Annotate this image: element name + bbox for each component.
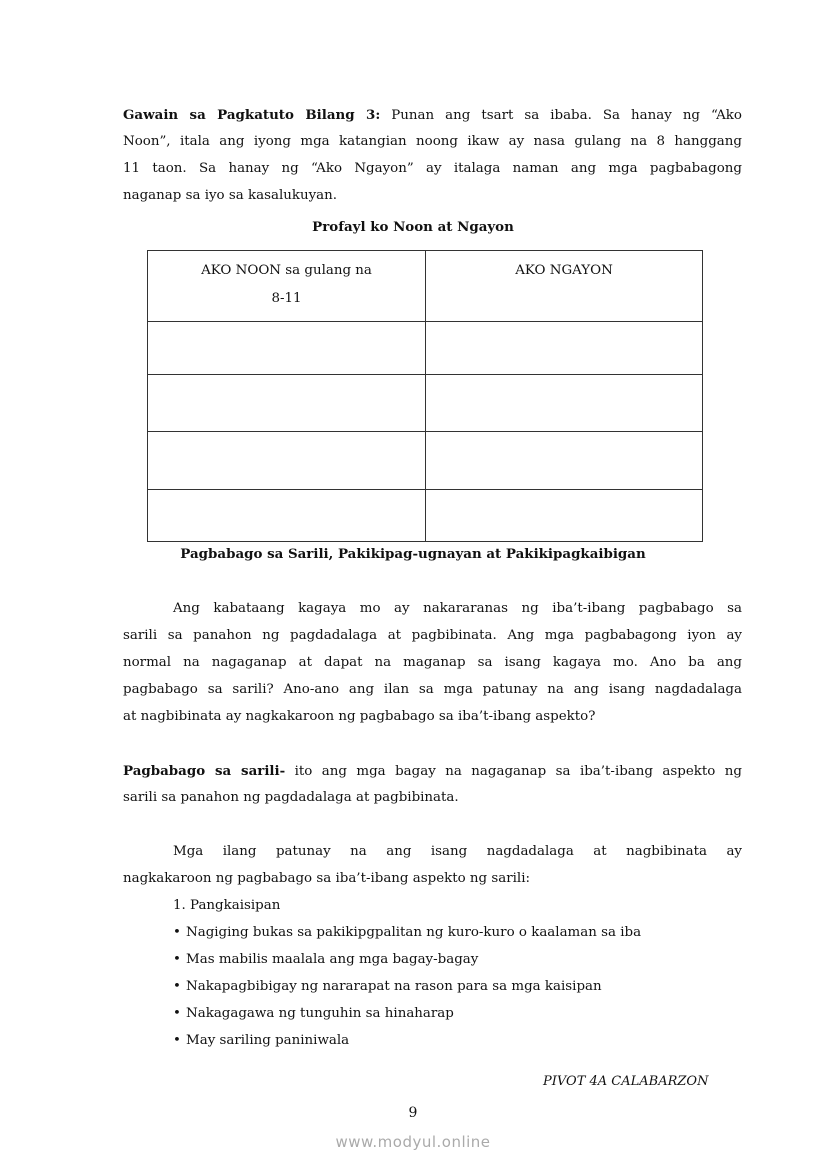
- definition-line: sarili sa panahon ng pagdadalaga at pagbibinata.: [123, 790, 459, 805]
- table-title: Profayl ko Noon at Ngayon: [312, 219, 514, 235]
- intro-line: normal na nagaganap at dapat na maganap sa isang kagaya mo. Ano ba ang: [123, 655, 742, 670]
- profile-table: [147, 250, 703, 542]
- cell-noon[interactable]: [148, 432, 426, 490]
- activity-line: Noon”, itala ang iyong mga katangian noong ikaw ay nasa gulang na 8 hanggang: [123, 134, 742, 149]
- cell-noon[interactable]: [148, 490, 426, 542]
- list-heading: 1. Pangkaisipan: [173, 898, 281, 913]
- intro-line: pagbabago sa sarili? Ano-ano ang ilan sa mga patunay na ang isang nagdadalaga: [123, 682, 742, 697]
- section-heading: Pagbabago sa Sarili, Pakikipag-ugnayan at Pakikipagkaibigan: [180, 546, 646, 562]
- proof-line: Mga ilang patunay na ang isang nagdadalaga at nagbibinata ay: [173, 844, 742, 859]
- page-number: 9: [408, 1105, 418, 1121]
- proof-line: nagkakaroon ng pagbabago sa iba’t-ibang aspekto ng sarili:: [123, 871, 530, 886]
- bullet-item: • Mas mabilis maalala ang mga bagay-bagay: [173, 952, 479, 967]
- watermark: www.modyul.online: [335, 1133, 491, 1151]
- bullet-icon: •: [173, 1033, 181, 1048]
- bullet-item: • Nakapagbibigay ng nararapat na rason para sa mga kaisipan: [173, 979, 602, 994]
- bullet-item: • Nagiging bukas sa pakikipgpalitan ng kuro-kuro o kaalaman sa iba: [173, 925, 642, 940]
- definition-line: Pagbabago sa sarili- ito ang mga bagay na nagaganap sa iba’t-ibang aspekto ng: [123, 763, 742, 779]
- intro-line: Ang kabataang kagaya mo ay nakararanas ng iba’t-ibang pagbabago sa: [173, 601, 742, 616]
- activity-label: Gawain sa Pagkatuto Bilang 3:: [123, 107, 381, 123]
- cell-ngayon[interactable]: [426, 432, 703, 490]
- definition-term: Pagbabago sa sarili-: [123, 763, 286, 779]
- bullet-icon: •: [173, 952, 181, 967]
- intro-line: sarili sa panahon ng pagdadalaga at pagbibinata. Ang mga pagbabagong iyon ay: [123, 628, 742, 643]
- bullet-item: • Nakagagawa ng tunguhin sa hinaharap: [173, 1006, 454, 1021]
- intro-line: at nagbibinata ay nagkakaroon ng pagbabago sa iba’t-ibang aspekto?: [123, 709, 596, 724]
- cell-noon[interactable]: [148, 375, 426, 432]
- header-ako-ngayon: AKO NGAYON: [426, 251, 703, 322]
- cell-ngayon[interactable]: [426, 490, 703, 542]
- cell-noon[interactable]: [148, 322, 426, 375]
- footer-text: PIVOT 4A CALABARZON: [543, 1074, 709, 1089]
- cell-ngayon[interactable]: [426, 322, 703, 375]
- cell-ngayon[interactable]: [426, 375, 703, 432]
- activity-line: 11 taon. Sa hanay ng “Ako Ngayon” ay italaga naman ang mga pagbabagong: [123, 161, 742, 176]
- bullet-icon: •: [173, 979, 181, 994]
- activity-line: Gawain sa Pagkatuto Bilang 3: Punan ang tsart sa ibaba. Sa hanay ng “Ako: [123, 107, 742, 123]
- header-ako-noon: AKO NOON sa gulang na 8-11: [148, 251, 426, 322]
- bullet-icon: •: [173, 1006, 181, 1021]
- bullet-item: • May sariling paniniwala: [173, 1033, 350, 1048]
- bullet-icon: •: [173, 925, 181, 940]
- activity-line: naganap sa iyo sa kasalukuyan.: [123, 188, 338, 203]
